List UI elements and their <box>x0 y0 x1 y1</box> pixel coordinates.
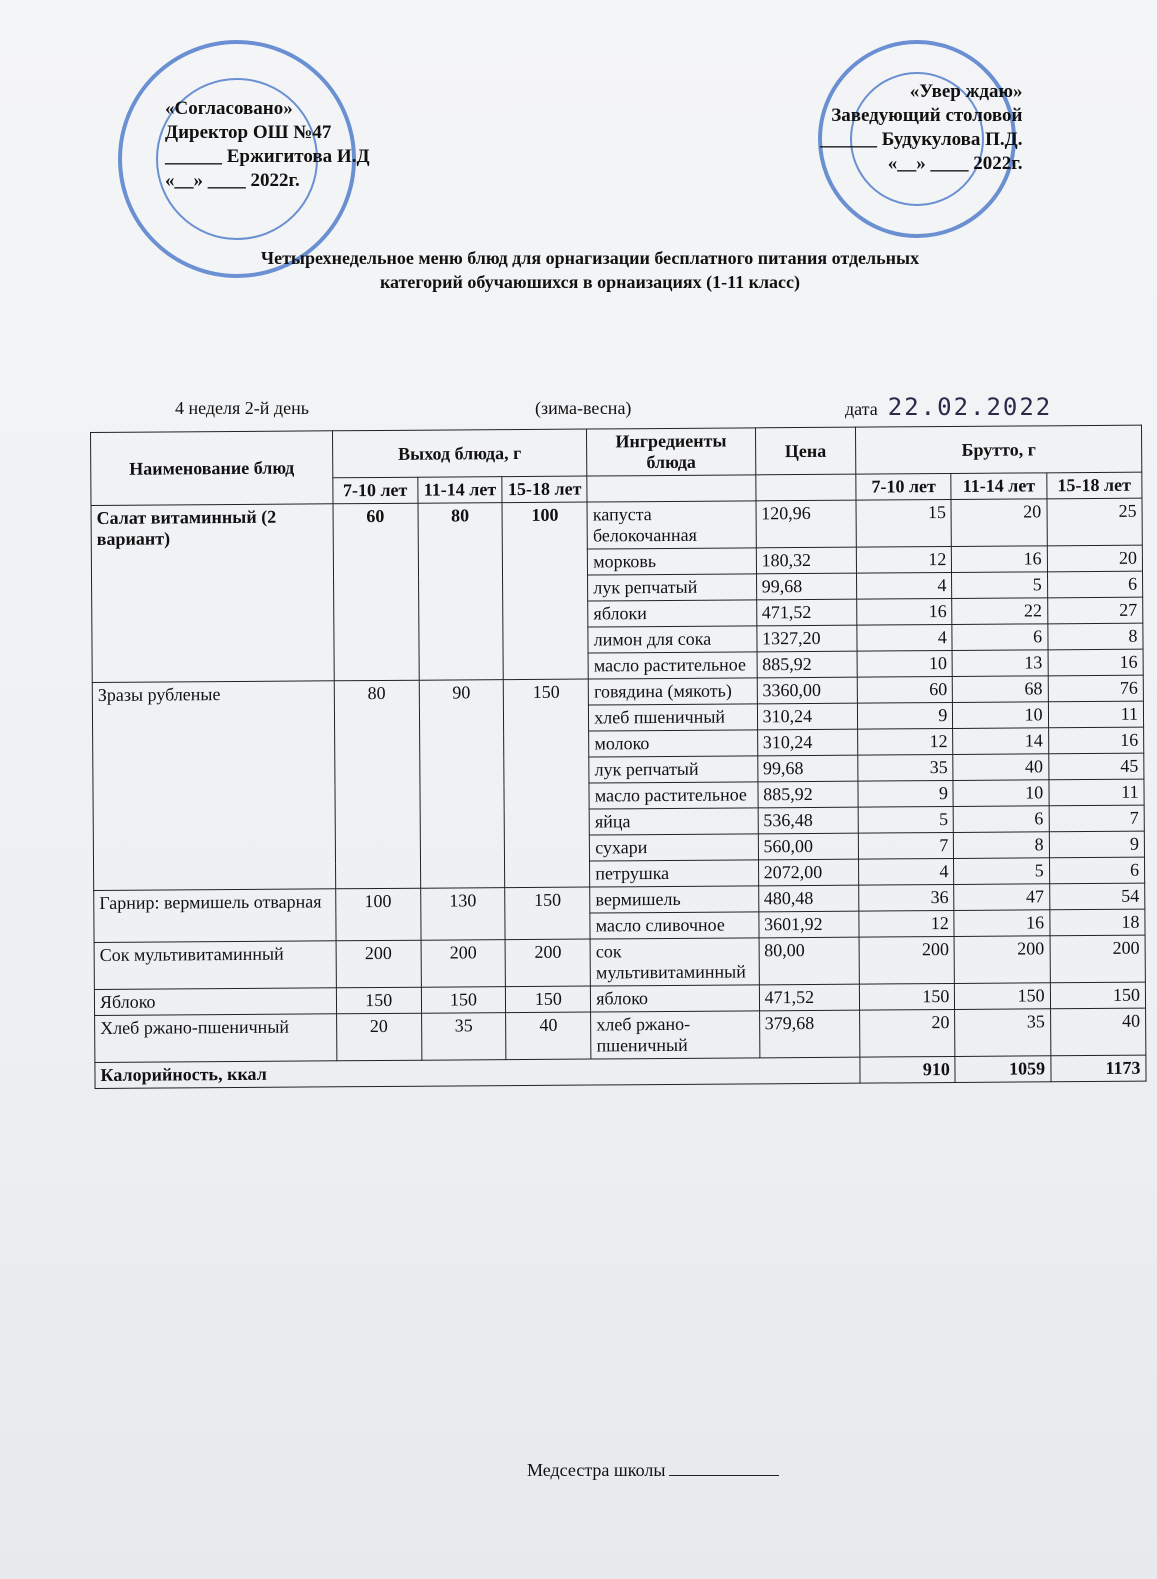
title-line2: категорий обучаюшихся в орнаизациях (1-11 класс) <box>379 272 801 292</box>
price-cell: 180,32 <box>756 547 857 574</box>
calories-total-age3: 1173 <box>1051 1055 1147 1082</box>
header-yield-age2: 11-14 лет <box>417 477 502 504</box>
header-dish: Наименование блюд <box>91 431 333 506</box>
header-yield: Выход блюда, г <box>332 429 587 478</box>
brutto-age1-cell: 10 <box>857 650 952 677</box>
yield-age2-cell: 90 <box>419 680 505 889</box>
dish-name-cell: Яблоко <box>94 988 336 1016</box>
ingredient-cell: лук репчатый <box>588 574 757 601</box>
approval-right-line1: «Увер ждаю» <box>909 81 1023 102</box>
header-ingredients-blank <box>587 475 756 502</box>
approval-left-line1: «Согласовано» <box>165 98 293 119</box>
yield-age2-cell: 200 <box>421 940 506 988</box>
price-cell: 885,92 <box>758 781 859 808</box>
header-brutto-age3: 15-18 лет <box>1046 472 1142 499</box>
menu-table <box>90 425 1147 1089</box>
ingredient-cell: лук репчатый <box>589 756 758 783</box>
brutto-age3-cell: 6 <box>1047 571 1143 598</box>
brutto-age1-cell: 20 <box>860 1009 956 1057</box>
header-price: Цена <box>755 427 856 475</box>
dish-name-cell: Салат витаминный (2 вариант) <box>91 504 334 683</box>
ingredient-cell: сок мультивитаминный <box>590 938 759 986</box>
brutto-age1-cell: 9 <box>858 702 953 729</box>
brutto-age3-cell: 16 <box>1048 649 1144 676</box>
brutto-age1-cell: 12 <box>859 910 954 937</box>
brutto-age2-cell: 40 <box>953 754 1048 781</box>
brutto-age1-cell: 36 <box>859 884 954 911</box>
yield-age1-cell: 150 <box>336 987 421 1014</box>
brutto-age3-cell: 11 <box>1049 779 1145 806</box>
brutto-age1-cell: 7 <box>858 832 953 859</box>
yield-age1-cell: 200 <box>336 940 421 988</box>
ingredient-cell: яблоки <box>588 600 757 627</box>
brutto-age2-cell: 10 <box>953 702 1048 729</box>
header-ingredients: Ингредиенты блюда <box>587 428 756 476</box>
ingredient-cell: масло сливочное <box>590 912 759 939</box>
approval-approved-block <box>820 80 1023 176</box>
brutto-age1-cell: 16 <box>857 598 952 625</box>
brutto-age3-cell: 27 <box>1047 597 1143 624</box>
brutto-age1-cell: 12 <box>858 728 953 755</box>
header-yield-age1: 7-10 лет <box>333 477 418 504</box>
price-cell: 2072,00 <box>758 859 859 886</box>
brutto-age3-cell: 8 <box>1048 623 1144 650</box>
season-label: (зима-весна) <box>535 398 632 418</box>
brutto-age2-cell: 16 <box>952 546 1047 573</box>
price-cell: 536,48 <box>758 807 859 834</box>
brutto-age2-cell: 14 <box>953 728 1048 755</box>
brutto-age2-cell: 200 <box>954 936 1050 984</box>
approval-right-line2: Заведующий столовой <box>831 105 1023 126</box>
calories-label: Калорийность, ккал <box>95 1057 860 1088</box>
table-row <box>95 1008 1146 1062</box>
brutto-age3-cell: 11 <box>1048 701 1144 728</box>
brutto-age1-cell: 4 <box>859 858 954 885</box>
yield-age1-cell: 60 <box>333 503 419 681</box>
date-value: 22.02.2022 <box>887 393 1053 421</box>
ingredient-cell: морковь <box>588 548 757 575</box>
yield-age2-cell: 80 <box>418 503 504 681</box>
brutto-age3-cell: 40 <box>1050 1008 1146 1056</box>
brutto-age3-cell: 9 <box>1049 831 1145 858</box>
brutto-age2-cell: 5 <box>954 858 1049 885</box>
ingredient-cell: вермишель <box>590 886 759 913</box>
brutto-age2-cell: 8 <box>954 832 1049 859</box>
brutto-age2-cell: 35 <box>955 1009 1051 1057</box>
approval-right-line4: «__» ____ 2022г. <box>887 153 1023 174</box>
price-cell: 120,96 <box>756 500 857 548</box>
approval-left-line3: ______ Ержигитова И.Д <box>165 146 370 167</box>
brutto-age3-cell: 25 <box>1047 498 1143 546</box>
calories-total-age2: 1059 <box>955 1056 1050 1083</box>
dish-name-cell: Хлеб ржано-пшеничный <box>95 1014 337 1063</box>
price-cell: 80,00 <box>759 937 860 985</box>
ingredient-cell: масло растительное <box>589 782 758 809</box>
brutto-age3-cell: 20 <box>1047 545 1143 572</box>
price-cell: 1327,20 <box>756 625 857 652</box>
brutto-age2-cell: 6 <box>954 806 1049 833</box>
brutto-age1-cell: 4 <box>857 572 952 599</box>
price-cell: 310,24 <box>757 729 858 756</box>
brutto-age2-cell: 22 <box>952 598 1047 625</box>
brutto-age3-cell: 16 <box>1048 727 1144 754</box>
ingredient-cell: масло растительное <box>588 652 757 679</box>
ingredient-cell: лимон для сока <box>588 626 757 653</box>
price-cell: 471,52 <box>756 599 857 626</box>
table-row <box>91 498 1142 552</box>
table-row <box>94 935 1145 989</box>
ingredient-cell: хлеб пшеничный <box>589 704 758 731</box>
price-cell: 471,52 <box>759 984 860 1011</box>
yield-age1-cell: 20 <box>336 1013 421 1061</box>
yield-age1-cell: 80 <box>334 680 420 889</box>
header-brutto-age2: 11-14 лет <box>951 473 1046 500</box>
approval-left-line2: Директор ОШ №47 <box>165 122 332 143</box>
price-cell: 99,68 <box>757 755 858 782</box>
brutto-age1-cell: 60 <box>857 676 952 703</box>
brutto-age1-cell: 15 <box>856 499 952 547</box>
yield-age2-cell: 150 <box>421 987 506 1014</box>
signature-line <box>669 1475 779 1476</box>
brutto-age2-cell: 10 <box>953 780 1048 807</box>
price-cell: 310,24 <box>757 703 858 730</box>
ingredient-cell: говядина (мякоть) <box>588 678 757 705</box>
title-line1: Четырехнедельное меню блюд для орнагизации бесплатного питания отдельных <box>260 248 920 268</box>
brutto-age2-cell: 47 <box>954 884 1049 911</box>
header-brutto: Брутто, г <box>856 425 1142 474</box>
price-cell: 560,00 <box>758 833 859 860</box>
approval-agreed-block <box>165 97 370 193</box>
yield-age1-cell: 100 <box>336 888 421 941</box>
brutto-age3-cell: 7 <box>1049 805 1145 832</box>
ingredient-cell: хлеб ржано-пшеничный <box>591 1011 760 1059</box>
yield-age3-cell: 150 <box>504 679 590 888</box>
price-cell: 379,68 <box>759 1010 860 1058</box>
brutto-age3-cell: 200 <box>1050 935 1146 983</box>
yield-age3-cell: 40 <box>506 1012 591 1060</box>
yield-age2-cell: 130 <box>420 888 505 941</box>
approval-right-line3: ______ Будукулова П.Д. <box>820 129 1023 150</box>
price-cell: 3360,00 <box>757 677 858 704</box>
brutto-age1-cell: 4 <box>857 624 952 651</box>
ingredient-cell: капуста белокочанная <box>587 501 756 549</box>
dish-name-cell: Сок мультивитаминный <box>94 941 336 990</box>
brutto-age2-cell: 20 <box>951 499 1047 547</box>
brutto-age3-cell: 76 <box>1048 675 1144 702</box>
calories-total-age1: 910 <box>860 1056 955 1083</box>
dish-name-cell: Зразы рубленые <box>92 681 335 891</box>
brutto-age2-cell: 6 <box>952 624 1047 651</box>
header-yield-age3: 15-18 лет <box>502 476 587 503</box>
price-cell: 99,68 <box>756 573 857 600</box>
approval-left-line4: «__» ____ 2022г. <box>165 170 300 191</box>
menu-table-body <box>91 498 1146 1088</box>
price-cell: 480,48 <box>758 885 859 912</box>
date-label: дата <box>845 399 878 419</box>
brutto-age3-cell: 6 <box>1049 857 1145 884</box>
brutto-age1-cell: 5 <box>858 806 953 833</box>
yield-age3-cell: 200 <box>505 939 590 987</box>
brutto-age1-cell: 9 <box>858 780 953 807</box>
price-cell: 3601,92 <box>758 911 859 938</box>
yield-age3-cell: 100 <box>502 502 588 680</box>
brutto-age3-cell: 150 <box>1050 982 1146 1009</box>
brutto-age2-cell: 68 <box>953 676 1048 703</box>
brutto-age2-cell: 16 <box>954 910 1049 937</box>
nurse-signature <box>527 1460 779 1481</box>
nurse-label: Медсестра школы <box>527 1460 666 1480</box>
brutto-age1-cell: 200 <box>859 936 955 984</box>
ingredient-cell: яйца <box>589 808 758 835</box>
brutto-age2-cell: 150 <box>955 983 1050 1010</box>
brutto-age3-cell: 18 <box>1049 909 1145 936</box>
brutto-age1-cell: 12 <box>856 546 951 573</box>
ingredient-cell: сухари <box>590 834 759 861</box>
brutto-age1-cell: 35 <box>858 754 953 781</box>
ingredient-cell: петрушка <box>590 860 759 887</box>
price-cell: 885,92 <box>757 651 858 678</box>
brutto-age3-cell: 45 <box>1048 753 1144 780</box>
yield-age3-cell: 150 <box>506 986 591 1013</box>
brutto-age2-cell: 5 <box>952 572 1047 599</box>
yield-age2-cell: 35 <box>421 1013 506 1061</box>
header-price-blank <box>755 474 856 501</box>
header-brutto-age1: 7-10 лет <box>856 473 951 500</box>
dish-name-cell: Гарнир: вермишель отварная <box>94 889 336 943</box>
yield-age3-cell: 150 <box>505 887 590 940</box>
ingredient-cell: яблоко <box>591 985 760 1012</box>
brutto-age3-cell: 54 <box>1049 883 1145 910</box>
date-field <box>845 393 1052 421</box>
brutto-age1-cell: 150 <box>859 983 954 1010</box>
ingredient-cell: молоко <box>589 730 758 757</box>
week-day-label: 4 неделя 2-й день <box>175 398 309 418</box>
document-title <box>140 246 1040 294</box>
brutto-age2-cell: 13 <box>952 650 1047 677</box>
